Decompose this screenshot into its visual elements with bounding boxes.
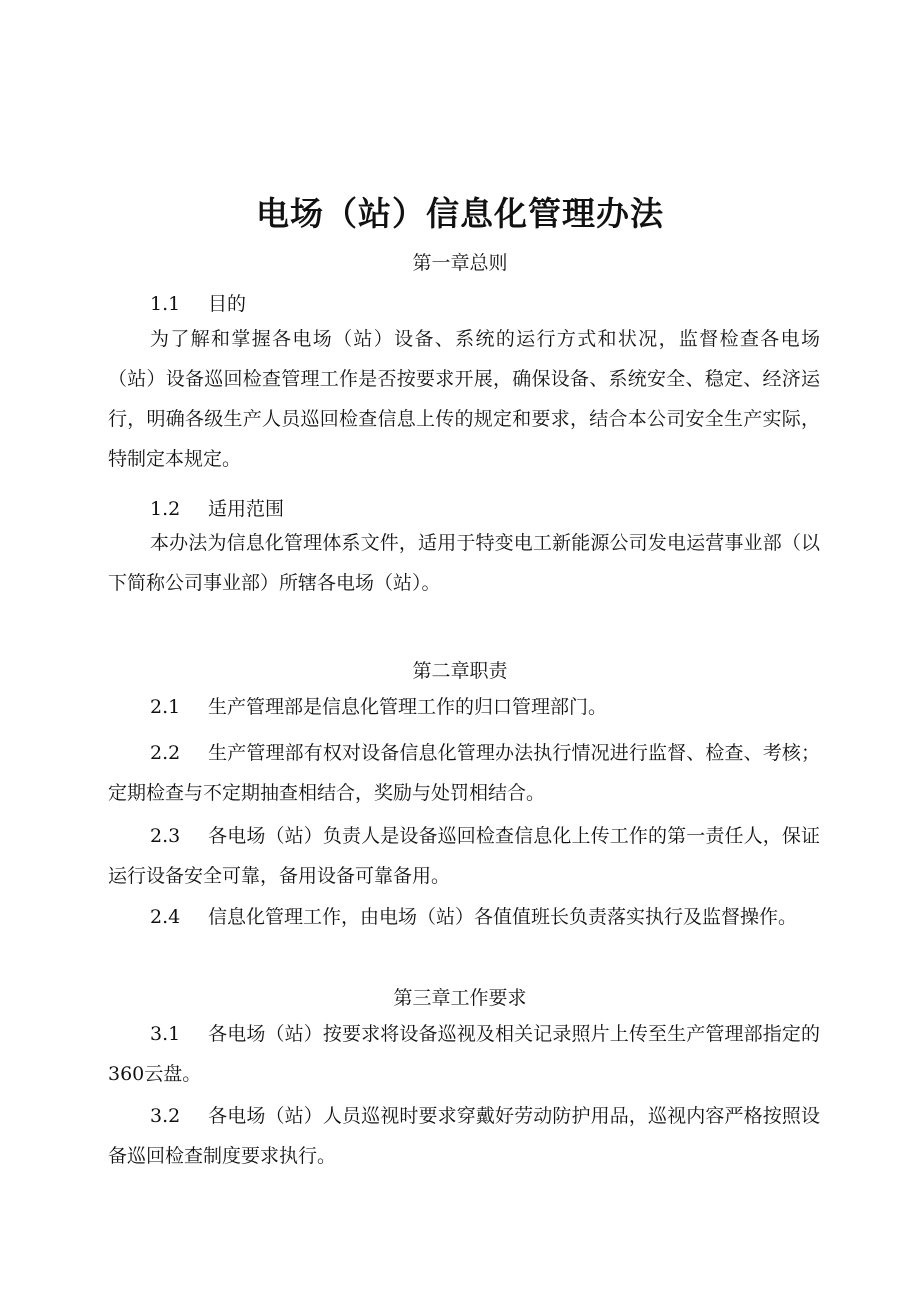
clause-number: 3.2 (150, 1105, 181, 1127)
clause-2-1 (108, 687, 820, 727)
clause-2-2 (108, 733, 820, 813)
clause-2-3 (108, 816, 820, 896)
section-heading-1-1 (150, 289, 246, 316)
clause-number: 2.4 (150, 906, 181, 928)
section-heading-1-2 (150, 494, 284, 521)
clause-2-4 (108, 897, 820, 937)
clause-text: 各电场（站）人员巡视时要求穿戴好劳动防护用品，巡视内容严格按照设备巡回检查制度要求执行。 (108, 1105, 820, 1167)
section-label: 目的 (208, 293, 247, 315)
chapter-3-title: 第三章工作要求 (393, 987, 527, 1009)
clause-number: 3.1 (150, 1023, 181, 1045)
clause-text: 生产管理部有权对设备信息化管理办法执行情况进行监督、检查、考核；定期检查与不定期抽查相结合，奖励与处罚相结合。 (108, 742, 820, 804)
clause-text: 各电场（站）按要求将设备巡视及相关记录照片上传至生产管理部指定的360云盘。 (108, 1023, 820, 1085)
section-number: 1.2 (150, 498, 181, 520)
clause-text: 各电场（站）负责人是设备巡回检查信息化上传工作的第一责任人，保证运行设备安全可靠，备用设备可靠备用。 (108, 825, 820, 887)
clause-number: 2.1 (150, 696, 181, 718)
clause-text: 生产管理部是信息化管理工作的归口管理部门。 (208, 696, 608, 718)
clause-3-2 (108, 1096, 820, 1176)
clause-number: 2.3 (150, 825, 181, 847)
clause-text: 信息化管理工作，由电场（站）各值值班长负责落实执行及监督操作。 (208, 906, 798, 928)
section-label: 适用范围 (208, 498, 285, 520)
chapter-1-title: 第一章总则 (412, 252, 508, 274)
section-1-2-paragraph: 本办法为信息化管理体系文件，适用于特变电工新能源公司发电运营事业部（以下简称公司事业部）所辖各电场（站）。 (108, 532, 820, 594)
clause-number: 2.2 (150, 742, 181, 764)
document-title: 电场（站）信息化管理办法 (256, 194, 664, 233)
clause-3-1 (108, 1014, 820, 1094)
chapter-2-title: 第二章职责 (412, 660, 508, 682)
section-1-1-paragraph: 为了解和掌握各电场（站）设备、系统的运行方式和状况，监督检查各电场（站）设备巡回检查管理工作是否按要求开展，确保设备、系统安全、稳定、经济运行，明确各级生产人员巡回检查信息上传的规定和要求，结合本公司安全生产实际，特制定本规定。 (108, 328, 820, 470)
section-number: 1.1 (150, 293, 181, 315)
